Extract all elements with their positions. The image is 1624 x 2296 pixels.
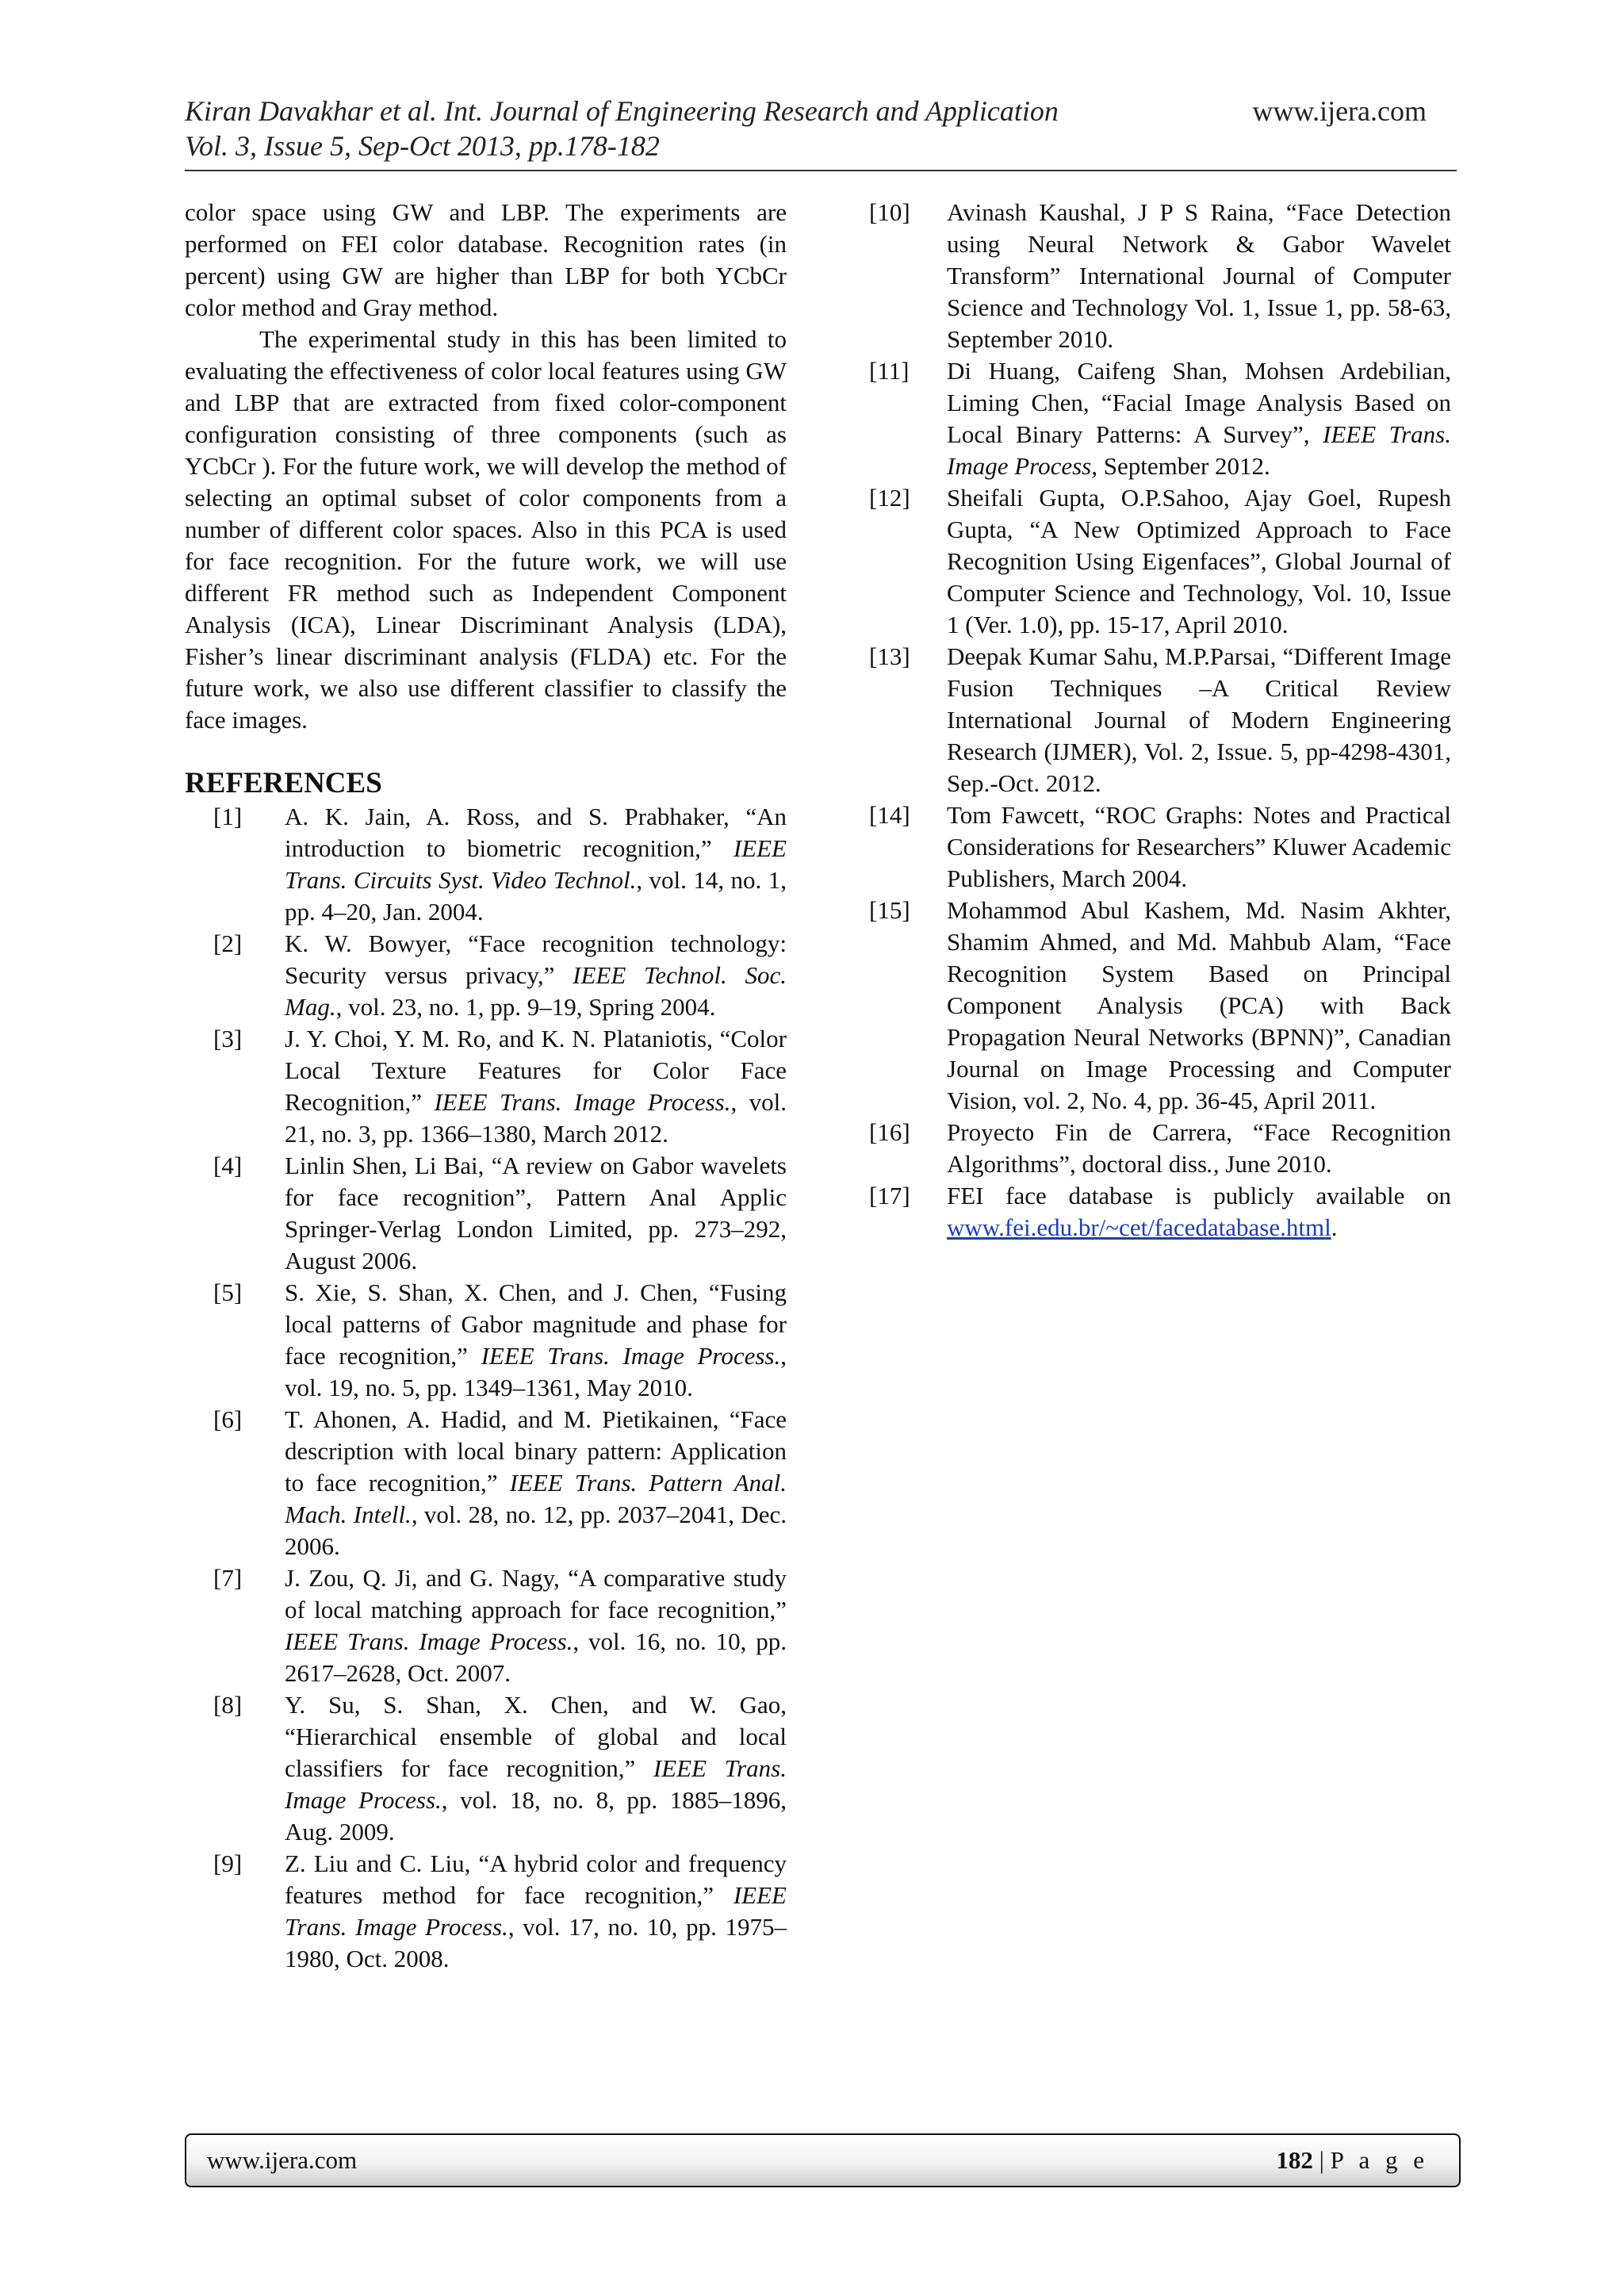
reference-text: Di Huang, Caifeng Shan, Mohsen Ardebilian, Liming Chen, “Facial Image Analysis Based on Local Binary Patterns: A Survey”, [947, 357, 1451, 448]
header-divider [185, 170, 1457, 171]
reference-number: [12] [869, 484, 910, 512]
reference-text: Sheifali Gupta, O.P.Sahoo, Ajay Goel, Rupesh Gupta, “A New Optimized Approach to Face Recognition Using Eigenfaces”, Global Journal of Computer Science and Technology, Vol. 10, Issue 1 (Ver. 1.0), pp. 15-17, April 2010. [947, 484, 1451, 638]
header-citation-line1: Kiran Davakhar et al. Int. Journal of Engineering Research and Application [185, 95, 1059, 127]
reference-list-right [869, 197, 1451, 1244]
footer-separator: | [1312, 2146, 1331, 2174]
reference-item [869, 1117, 1451, 1180]
footer-website: www.ijera.com [207, 2146, 358, 2174]
header-citation-line2: Vol. 3, Issue 5, Sep-Oct 2013, pp.178-182 [185, 130, 660, 162]
reference-number: [15] [869, 896, 910, 924]
reference-number: [11] [869, 357, 910, 385]
reference-journal: IEEE Trans. Image Process. [285, 1627, 573, 1655]
reference-item [869, 895, 1451, 1117]
page-footer [185, 2133, 1461, 2187]
header-website: www.ijera.com [1252, 95, 1427, 127]
reference-number: [10] [869, 198, 910, 226]
reference-text: Tom Fawcett, “ROC Graphs: Notes and Practical Considerations for Researchers” Kluwer Academic Publishers, March 2004. [947, 801, 1451, 892]
reference-item [869, 482, 1451, 641]
reference-item [185, 801, 787, 928]
reference-text: Mohammod Abul Kashem, Md. Nasim Akhter, Shamim Ahmed, and Md. Mahbub Alam, “Face Recognition System Based on Principal Component Analysis (PCA) with Back Propagation Neural Networks (BPNN)”, Canadian Journal on Image Processing and Computer Vision, vol. 2, No. 4, pp. 36-45, April 2011. [947, 896, 1451, 1114]
body-paragraph-2: The experimental study in this has been limited to evaluating the effectiveness of color local features using GW and LBP that are extracted from fixed color-component configuration consisting of three components (such as YCbCr ). For the future work, we will develop the method of selecting an optimal subset of color components from a number of different color spaces. Also in this PCA is used for face recognition. For the future work, we will use different FR method such as Independent Component Analysis (ICA), Linear Discriminant Analysis (LDA), Fisher’s linear discriminant analysis (FLDA) etc. For the future work, we also use different classifier to classify the face images. [185, 325, 787, 734]
reference-item [869, 355, 1451, 482]
reference-item [869, 641, 1451, 799]
reference-item [185, 1689, 787, 1848]
footer-page-indicator [1276, 2135, 1429, 2186]
fei-database-link[interactable]: www.fei.edu.br/~cet/facedatabase.html [947, 1213, 1331, 1241]
reference-text: J. Y. Choi, Y. M. Ro, and K. N. Plataniotis, “Color Local Texture Features for Color Face Recognition,” [285, 1025, 787, 1116]
reference-number: [6] [213, 1405, 243, 1433]
references-heading: REFERENCES [185, 767, 382, 799]
reference-text: Y. Su, S. Shan, X. Chen, and W. Gao, “Hierarchical ensemble of global and local classifiers for face recognition,” [285, 1691, 787, 1782]
reference-number: [9] [213, 1849, 243, 1877]
reference-number: [1] [213, 803, 243, 830]
running-header [185, 94, 1457, 163]
left-column [185, 197, 787, 1975]
reference-details: September 2012. [1097, 452, 1270, 480]
reference-text: A. K. Jain, A. Ross, and S. Prabhaker, “An introduction to biometric recognition,” [285, 803, 787, 862]
reference-number: [17] [869, 1182, 910, 1209]
reference-text: J. Zou, Q. Ji, and G. Nagy, “A comparative study of local matching approach for face recognition,” [285, 1564, 787, 1623]
reference-journal: IEEE Technol. Soc. Mag. [285, 961, 787, 1021]
reference-item [869, 1180, 1451, 1244]
reference-details: , vol. 18, no. 8, pp. 1885–1896, Aug. 2009. [285, 1786, 787, 1846]
reference-abbrev: ., [1207, 1150, 1220, 1178]
reference-item [185, 1848, 787, 1975]
reference-text: Avinash Kaushal, J P S Raina, “Face Detection using Neural Network & Gabor Wavelet Transform” International Journal of Computer Science and Technology Vol. 1, Issue 1, pp. 58-63, September 2010. [947, 198, 1451, 353]
body-paragraph-1: color space using GW and LBP. The experiments are performed on FEI color database. Recognition rates (in percent) using GW are higher than LBP for both YCbCr color method and Gray method. [185, 198, 787, 321]
reference-list-left [185, 801, 787, 1975]
reference-number: [13] [869, 642, 910, 670]
reference-item [185, 1277, 787, 1404]
reference-details: , vol. 16, no. 10, pp. 2617–2628, Oct. 2007. [285, 1627, 787, 1687]
reference-text: T. Ahonen, A. Hadid, and M. Pietikainen, “Face description with local binary pattern: Application to face recognition,” [285, 1405, 787, 1497]
reference-item [185, 1404, 787, 1562]
reference-item [185, 1150, 787, 1277]
reference-journal: IEEE Trans. Image Process. [481, 1342, 781, 1370]
reference-details: , vol. 28, no. 12, pp. 2037–2041, Dec. 2006. [285, 1501, 787, 1560]
reference-number: [7] [213, 1564, 243, 1592]
reference-item [185, 1023, 787, 1150]
right-column [869, 197, 1451, 1244]
reference-text: Z. Liu and C. Liu, “A hybrid color and frequency features method for face recognition,” [285, 1849, 787, 1909]
reference-text: Deepak Kumar Sahu, M.P.Parsai, “Different Image Fusion Techniques –A Critical Review International Journal of Modern Engineering Research (IJMER), Vol. 2, Issue. 5, pp-4298-4301, Sep.-Oct. 2012. [947, 642, 1451, 797]
reference-number: [5] [213, 1278, 243, 1306]
reference-number: [4] [213, 1152, 243, 1179]
reference-journal: IEEE Trans. Circuits Syst. Video Technol. [285, 834, 787, 894]
reference-number: [14] [869, 801, 910, 829]
reference-journal: IEEE Trans. Image Process, [947, 420, 1451, 480]
reference-journal: IEEE Trans. Image Process. [285, 1881, 787, 1941]
reference-details: , vol. 14, no. 1, pp. 4–20, Jan. 2004. [285, 866, 787, 926]
reference-details: , vol. 17, no. 10, pp. 1975–1980, Oct. 2008. [285, 1913, 787, 1972]
reference-number: [3] [213, 1025, 243, 1052]
reference-item [869, 197, 1451, 355]
reference-number: [8] [213, 1691, 243, 1719]
reference-text: S. Xie, S. Shan, X. Chen, and J. Chen, “Fusing local patterns of Gabor magnitude and phase for face recognition,” [285, 1278, 787, 1370]
reference-details: . [1331, 1213, 1338, 1241]
reference-number: [16] [869, 1118, 910, 1146]
reference-text: FEI face database is publicly available on [947, 1182, 1451, 1209]
reference-item [869, 799, 1451, 895]
reference-number: [2] [213, 930, 243, 957]
reference-details: , vol. 19, no. 5, pp. 1349–1361, May 2010. [285, 1342, 787, 1401]
reference-details: , vol. 21, no. 3, pp. 1366–1380, March 2012. [285, 1088, 787, 1148]
reference-text: Linlin Shen, Li Bai, “A review on Gabor wavelets for face recognition”, Pattern Anal Applic Springer-Verlag London Limited, pp. 273–292, August 2006. [285, 1152, 787, 1274]
page-number: 182 [1276, 2146, 1313, 2174]
reference-details: June 2010. [1219, 1150, 1332, 1178]
reference-journal: IEEE Trans. Image Process. [285, 1754, 787, 1814]
reference-journal: IEEE Trans. Pattern Anal. Mach. Intell. [285, 1469, 787, 1528]
page-label: P a g e [1330, 2146, 1429, 2174]
reference-item [185, 928, 787, 1023]
reference-journal: IEEE Trans. Image Process. [434, 1088, 731, 1116]
reference-item [185, 1562, 787, 1689]
reference-details: , vol. 23, no. 1, pp. 9–19, Spring 2004. [335, 993, 716, 1021]
reference-text: Proyecto Fin de Carrera, “Face Recognition Algorithms”, doctoral diss [947, 1118, 1451, 1178]
reference-text: K. W. Bowyer, “Face recognition technology: Security versus privacy,” [285, 930, 787, 989]
